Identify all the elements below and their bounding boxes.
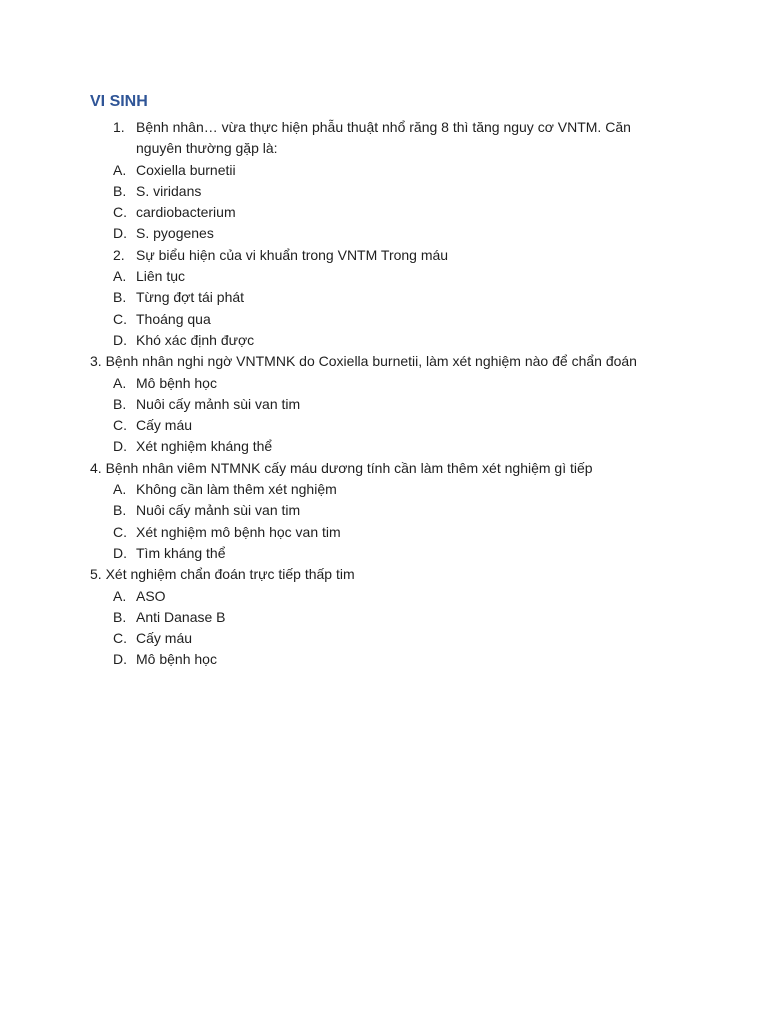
question-3 bbox=[90, 351, 672, 372]
option-text: Nuôi cấy mảnh sùi van tim bbox=[136, 502, 301, 519]
option-letter: D. bbox=[113, 544, 127, 561]
option-letter: B. bbox=[113, 502, 127, 519]
option-text: Cấy máu bbox=[136, 417, 193, 434]
question-text: Bệnh nhân… vừa thực hiện phẫu thuật nhổ răng 8 thì tăng nguy cơ VNTM. Căn nguyên thường gặp là: bbox=[136, 119, 631, 157]
option-text: Anti Danase B bbox=[136, 608, 226, 625]
option-letter: A. bbox=[113, 268, 127, 285]
option-letter: A. bbox=[113, 481, 127, 498]
option-text: Coxiella burnetii bbox=[136, 161, 236, 178]
option-4c bbox=[90, 522, 672, 543]
option-letter: B. bbox=[113, 289, 127, 306]
option-letter: D. bbox=[113, 651, 127, 668]
option-text: ASO bbox=[136, 587, 166, 604]
option-text: Tìm kháng thể bbox=[136, 544, 226, 561]
option-3a bbox=[90, 373, 672, 394]
option-letter: B. bbox=[113, 182, 127, 199]
option-letter: B. bbox=[113, 395, 127, 412]
option-letter: A. bbox=[113, 374, 127, 391]
question-4 bbox=[90, 458, 672, 479]
option-3b bbox=[90, 394, 672, 415]
question-text: 5. Xét nghiệm chẩn đoán trực tiếp thấp tim bbox=[90, 566, 355, 583]
option-3d bbox=[90, 436, 672, 457]
option-1d bbox=[90, 223, 672, 244]
option-text: cardiobacterium bbox=[136, 204, 236, 221]
option-letter: C. bbox=[113, 523, 127, 540]
option-letter: C. bbox=[113, 417, 127, 434]
question-text: 4. Bệnh nhân viêm NTMNK cấy máu dương tính cần làm thêm xét nghiệm gì tiếp bbox=[90, 459, 593, 476]
question-number: 1. bbox=[113, 119, 125, 135]
option-letter: A. bbox=[113, 587, 127, 604]
option-letter: D. bbox=[113, 438, 127, 455]
option-letter: C. bbox=[113, 204, 127, 221]
option-4d bbox=[90, 543, 672, 564]
option-2b bbox=[90, 287, 672, 308]
option-5c bbox=[90, 628, 672, 649]
option-5a bbox=[90, 586, 672, 607]
option-1b bbox=[90, 181, 672, 202]
option-letter: C. bbox=[113, 630, 127, 647]
option-text: Liên tục bbox=[136, 268, 186, 285]
question-1 bbox=[90, 117, 672, 160]
option-text: Thoáng qua bbox=[136, 310, 211, 327]
option-letter: A. bbox=[113, 161, 127, 178]
option-letter: D. bbox=[113, 225, 127, 242]
question-2 bbox=[90, 245, 672, 266]
option-text: Khó xác định được bbox=[136, 331, 255, 348]
option-text: Xét nghiệm kháng thể bbox=[136, 438, 273, 455]
option-text: Nuôi cấy mảnh sùi van tim bbox=[136, 395, 301, 412]
option-text: Xét nghiệm mô bệnh học van tim bbox=[136, 523, 341, 540]
option-5b bbox=[90, 607, 672, 628]
option-3c bbox=[90, 415, 672, 436]
option-text: Không cần làm thêm xét nghiệm bbox=[136, 481, 337, 498]
option-letter: B. bbox=[113, 608, 127, 625]
option-1a bbox=[90, 160, 672, 181]
question-number: 2. bbox=[113, 246, 125, 263]
option-4b bbox=[90, 500, 672, 521]
option-letter: C. bbox=[113, 310, 127, 327]
option-4a bbox=[90, 479, 672, 500]
section-title: VI SINH bbox=[90, 93, 148, 110]
option-text: Cấy máu bbox=[136, 630, 193, 647]
option-1c bbox=[90, 202, 672, 223]
option-text: Từng đợt tái phát bbox=[136, 289, 245, 306]
question-text: Sự biểu hiện của vi khuẩn trong VNTM Trong máu bbox=[136, 246, 449, 263]
option-5d bbox=[90, 649, 672, 670]
option-2c bbox=[90, 309, 672, 330]
option-text: S. pyogenes bbox=[136, 225, 214, 242]
option-2a bbox=[90, 266, 672, 287]
option-text: Mô bệnh học bbox=[136, 651, 217, 668]
option-letter: D. bbox=[113, 331, 127, 348]
option-text: S. viridans bbox=[136, 182, 202, 199]
question-5 bbox=[90, 564, 672, 585]
option-2d bbox=[90, 330, 672, 351]
option-text: Mô bệnh học bbox=[136, 374, 217, 391]
question-text: 3. Bệnh nhân nghi ngờ VNTMNK do Coxiella burnetii, làm xét nghiệm nào để chẩn đoán bbox=[90, 353, 637, 370]
